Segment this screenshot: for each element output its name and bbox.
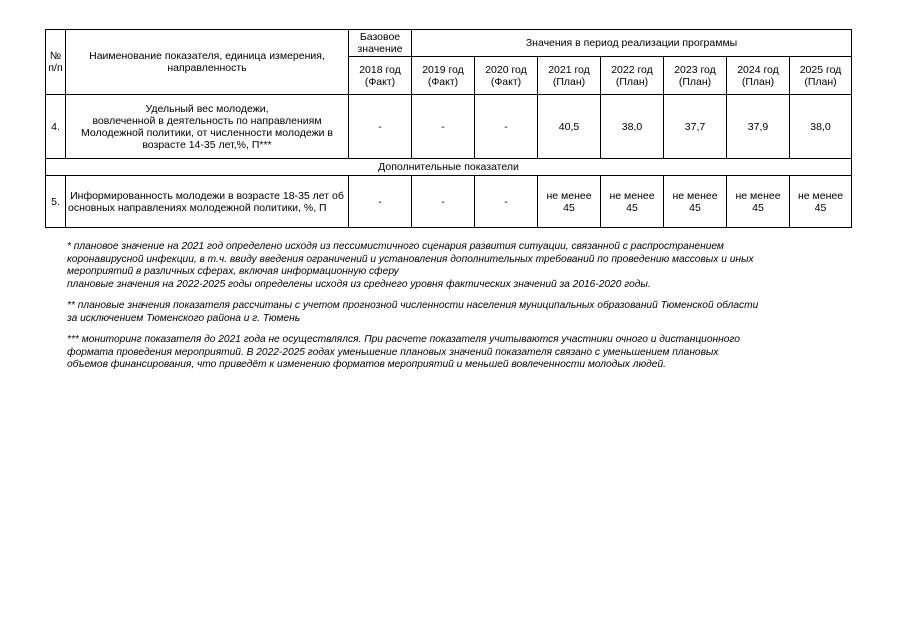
table-row-4 [46, 95, 852, 159]
table-row-5 [46, 176, 852, 228]
section-row [46, 159, 852, 176]
row4-value-2021: 40,5 [538, 95, 601, 159]
header-year-2018: 2018 год (Факт) [349, 57, 412, 95]
row4-num: 4. [46, 95, 66, 159]
header-year-2023: 2023 год (План) [664, 57, 727, 95]
row4-value-2023: 37,7 [664, 95, 727, 159]
row5-value-2023: не менее 45 [664, 176, 727, 228]
row4-value-2025: 38,0 [790, 95, 852, 159]
indicators-table [45, 29, 852, 228]
row4-value-2019: - [412, 95, 475, 159]
row5-value-2021: не менее 45 [538, 176, 601, 228]
header-year-2021: 2021 год (План) [538, 57, 601, 95]
row4-name: Удельный вес молодежи, вовлеченной в деятельность по направлениям Молодежной политики, от численности молодежи в возрасте 14-35 лет,%, П*** [66, 95, 349, 159]
header-year-2019: 2019 год (Факт) [412, 57, 475, 95]
header-year-2022: 2022 год (План) [601, 57, 664, 95]
row5-value-2018: - [349, 176, 412, 228]
header-name: Наименование показателя, единица измерения, направленность [66, 30, 349, 95]
footnote-1: * плановое значение на 2021 год определено исходя из пессимистичного сценария развития ситуации, связанной с распространением коронавирусной инфекции, в т.ч. ввиду введения ограничений и установления дополнительных требований по проведению массовых и иных мероприятий в различных сферах, включая информационную сферу плановые значения на 2022-2025 годы определены исходя из среднего уровня фактических значений за 2016-2020 годы. [67, 241, 754, 290]
row4-value-2020: - [475, 95, 538, 159]
row4-value-2022: 38,0 [601, 95, 664, 159]
header-num: № п/п [46, 30, 66, 95]
row4-value-2018: - [349, 95, 412, 159]
row5-value-2020: - [475, 176, 538, 228]
row5-value-2025: не менее 45 [790, 176, 852, 228]
header-year-2025: 2025 год (План) [790, 57, 852, 95]
row5-value-2024: не менее 45 [727, 176, 790, 228]
row5-value-2022: не менее 45 [601, 176, 664, 228]
section-title: Дополнительные показатели [46, 159, 852, 176]
footnote-3: *** мониторинг показателя до 2021 года не осуществлялся. При расчете показателя учитываются участники очного и дистанционного формата проведения мероприятий. В 2022-2025 годах уменьшение плановых значений показателя связано с уменьшением плановых объемов финансирования, что приведёт к изменению форматов мероприятий и меньшей вовлеченности молодых людей. [67, 334, 740, 370]
row5-name: Информированность молодежи в возрасте 18-35 лет об основных направлениях молодежной политики, %, П [66, 176, 349, 228]
header-year-2024: 2024 год (План) [727, 57, 790, 95]
header-base: Базовое значение [349, 30, 412, 57]
row5-value-2019: - [412, 176, 475, 228]
header-period: Значения в период реализации программы [412, 30, 852, 57]
row4-value-2024: 37,9 [727, 95, 790, 159]
footnote-2: ** плановые значения показателя рассчитаны с учетом прогнозной численности населения муниципальных образований Тюменской области за исключением Тюменского района и г. Тюмень [67, 300, 759, 324]
header-year-2020: 2020 год (Факт) [475, 57, 538, 95]
footnotes [67, 241, 852, 381]
row5-num: 5. [46, 176, 66, 228]
